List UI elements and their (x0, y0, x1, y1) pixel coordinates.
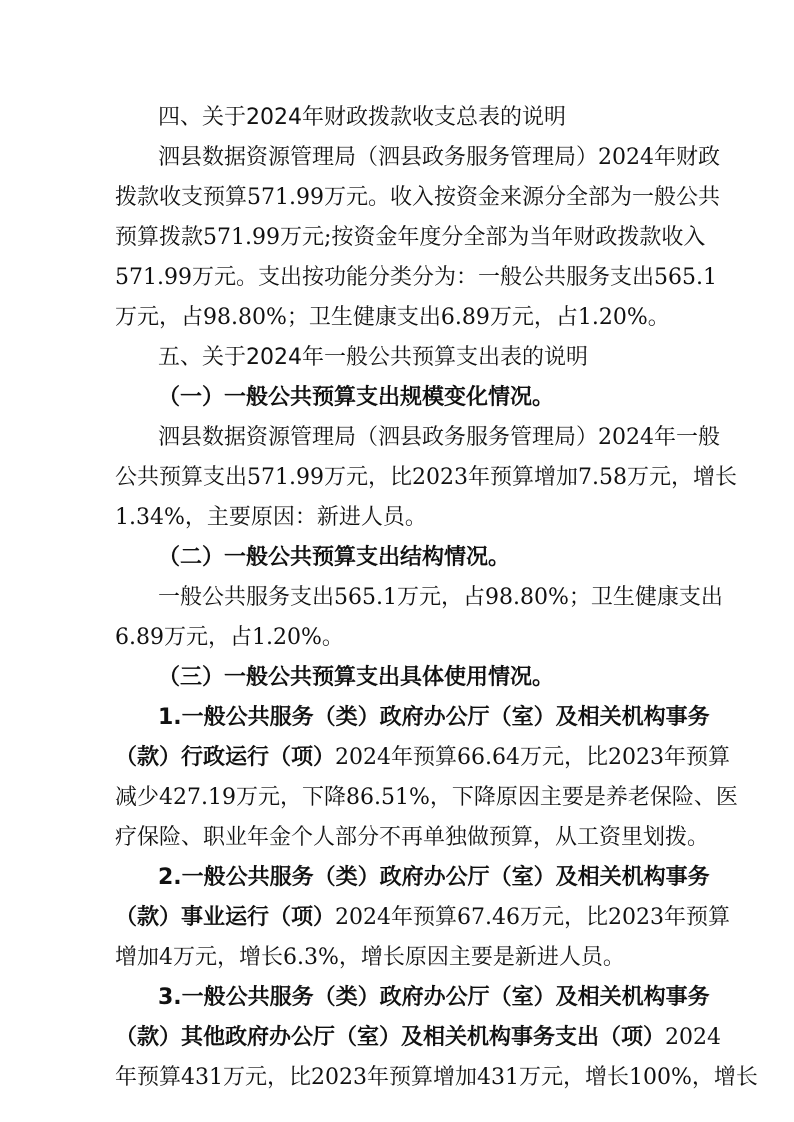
paragraph-line: 1.34%，主要原因：新进人员。 (115, 505, 427, 530)
paragraph-line: 公共预算支出571.99万元，比2023年预算增加7.58万元，增长 (115, 465, 737, 490)
paragraph-line: 泗县数据资源管理局（泗县政务服务管理局）2024年一般 (158, 425, 720, 450)
paragraph-line: 571.99万元。支出按功能分类分为：一般公共服务支出565.1 (115, 265, 717, 290)
paragraph-line: 拨款收支预算571.99万元。收入按资金来源分全部为一般公共 (115, 185, 720, 210)
section-5-heading: 五、关于2024年一般公共预算支出表的说明 (158, 345, 588, 370)
item-2-title: 2.一般公共服务（类）政府办公厅（室）及相关机构事务 (158, 865, 710, 890)
paragraph-line: 万元，占98.80%；卫生健康支出6.89万元，占1.20%。 (115, 305, 670, 330)
paragraph-line: 增加4万元，增长6.3%，增长原因主要是新进人员。 (115, 945, 625, 970)
item-1-title: 1.一般公共服务（类）政府办公厅（室）及相关机构事务 (158, 705, 710, 730)
subsection-3-title: （三）一般公共预算支出具体使用情况。 (158, 665, 555, 690)
item-1-title-cont: （款）行政运行（项） (115, 745, 336, 770)
item-3-line (115, 1023, 722, 1053)
paragraph-line: 疗保险、职业年金个人部分不再单独做预算，从工资里划拨。 (115, 825, 710, 850)
item-2-line (115, 903, 730, 933)
item-1-text: 2024年预算66.64万元，比2023年预算 (335, 745, 730, 770)
paragraph-line: 预算拨款571.99万元;按资金年度分全部为当年财政拨款收入 (115, 225, 706, 250)
item-1-line (158, 703, 710, 733)
subsection-1-title: （一）一般公共预算支出规模变化情况。 (158, 385, 555, 410)
paragraph-line: 减少427.19万元，下降86.51%，下降原因主要是养老保险、医 (115, 785, 738, 810)
section-4-heading: 四、关于2024年财政拨款收支总表的说明 (158, 105, 566, 130)
item-2-line (158, 863, 710, 893)
item-3-title: 3.一般公共服务（类）政府办公厅（室）及相关机构事务 (158, 985, 710, 1010)
item-3-line (158, 983, 710, 1013)
item-3-title-cont: （款）其他政府办公厅（室）及相关机构事务支出（项） (115, 1025, 666, 1050)
item-3-text: 2024 (665, 1025, 722, 1050)
paragraph-line: 一般公共服务支出565.1万元，占98.80%；卫生健康支出 (158, 585, 723, 610)
item-2-title-cont: （款）事业运行（项） (115, 905, 336, 930)
item-2-text: 2024年预算67.46万元，比2023年预算 (335, 905, 730, 930)
item-1-line (115, 743, 730, 773)
paragraph-line: 年预算431万元，比2023年预算增加431万元，增长100%，增长 (115, 1065, 758, 1090)
paragraph-line: 泗县数据资源管理局（泗县政务服务管理局）2024年财政 (158, 145, 720, 170)
subsection-2-title: （二）一般公共预算支出结构情况。 (158, 545, 511, 570)
paragraph-line: 6.89万元，占1.20%。 (115, 625, 344, 650)
